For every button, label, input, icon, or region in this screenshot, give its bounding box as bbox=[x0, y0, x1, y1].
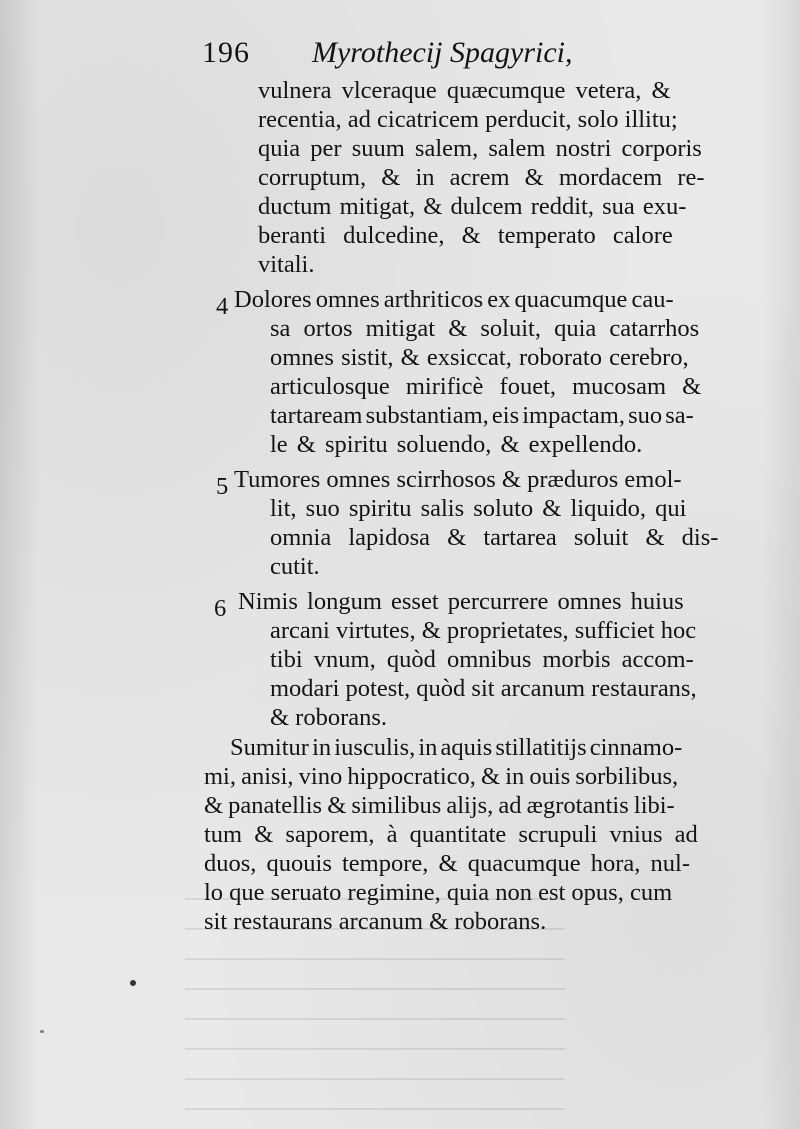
text-line: le & spiritu soluendo, & expellendo. bbox=[270, 431, 643, 458]
text-line: lit, suo spiritu salis soluto & liquido, qui bbox=[270, 495, 687, 522]
text-line: corruptum, & in acrem & mordacem re- bbox=[258, 164, 705, 191]
text-line: recentia, ad cicatricem perducit, solo illitu; bbox=[258, 106, 678, 133]
text-line: Dolores omnes arthriticos ex quacumque cau- bbox=[234, 286, 674, 313]
text-line: Tumores omnes scirrhosos & præduros emol- bbox=[234, 466, 682, 493]
running-title: Myrothecij Spagyrici, bbox=[312, 36, 573, 69]
text-line: omnia lapidosa & tartarea soluit & dis- bbox=[270, 524, 719, 551]
text-line: duos, quouis tempore, & quacumque hora, nul- bbox=[204, 850, 691, 877]
text-line: tibi vnum, quòd omnibus morbis accom- bbox=[270, 646, 694, 673]
text-line: ductum mitigat, & dulcem reddit, sua exu- bbox=[258, 193, 687, 220]
item-number: 4 bbox=[216, 293, 229, 320]
text-line: cutit. bbox=[270, 553, 320, 580]
text-line: sa ortos mitigat & soluit, quia catarrhos bbox=[270, 315, 700, 342]
text-line: modari potest, quòd sit arcanum restaurans, bbox=[270, 675, 697, 702]
text-line: lo que seruato regimine, quia non est opus, cum bbox=[204, 879, 673, 906]
text-line: & panatellis & similibus alijs, ad ægrotantis libi- bbox=[204, 792, 675, 819]
text-line: quia per suum salem, salem nostri corporis bbox=[258, 135, 702, 162]
text-line: arcani virtutes, & proprietates, sufficiet hoc bbox=[270, 617, 697, 644]
text-line: mi, anisi, vino hippocratico, & in ouis sorbilibus, bbox=[204, 763, 679, 790]
item-number: 6 bbox=[214, 595, 227, 622]
text-line: omnes sistit, & exsiccat, roborato cerebro, bbox=[270, 344, 689, 371]
item-number: 5 bbox=[216, 473, 229, 500]
text-line: & roborans. bbox=[270, 704, 388, 731]
text-line: tartaream substantiam, eis impactam, suo sa- bbox=[270, 402, 694, 429]
text-line: Sumitur in iusculis, in aquis stillatitijs cinnamo- bbox=[230, 734, 683, 761]
show-through-text bbox=[185, 890, 565, 1110]
text-line: vitali. bbox=[258, 251, 315, 278]
ink-speck bbox=[130, 980, 136, 986]
text-line: sit restaurans arcanum & roborans. bbox=[204, 908, 547, 935]
ink-speck bbox=[40, 1030, 44, 1033]
text-line: vulnera vlceraque quæcumque vetera, & bbox=[258, 77, 671, 104]
text-line: articulosque mirificè fouet, mucosam & bbox=[270, 373, 702, 400]
text-line: tum & saporem, à quantitate scrupuli vnius ad bbox=[204, 821, 698, 848]
text-line: beranti dulcedine, & temperato calore bbox=[258, 222, 673, 249]
text-line: Nimis longum esset percurrere omnes huius bbox=[238, 588, 684, 615]
page-number: 196 bbox=[202, 36, 250, 69]
